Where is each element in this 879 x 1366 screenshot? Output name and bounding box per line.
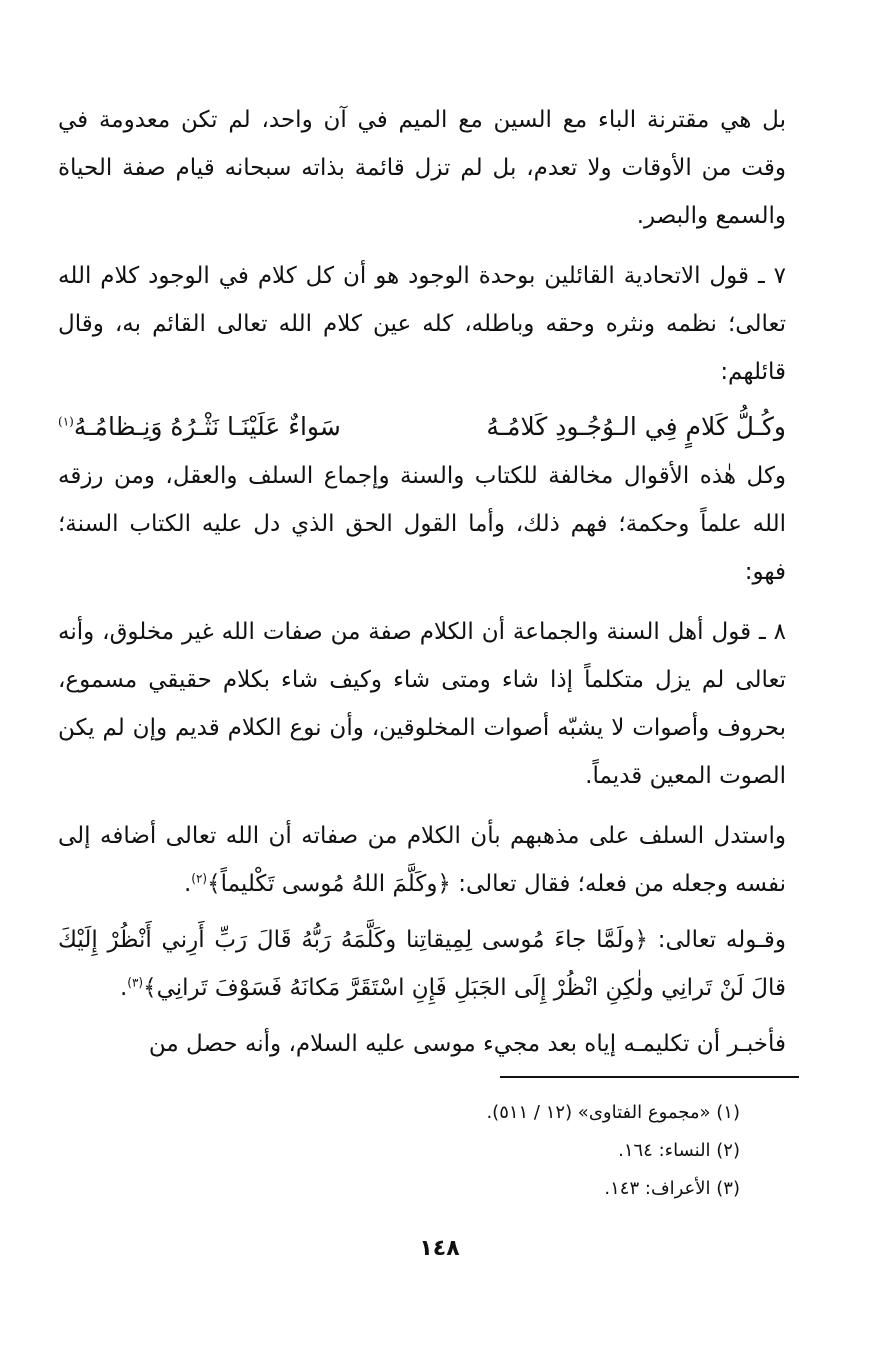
footnotes (300, 1094, 740, 1208)
footnote-1: (١) «مجموع الفتاوى» (١٢ / ٥١١). (486, 1102, 740, 1123)
paragraph-3: وكل هٰذه الأقوال مخالفة للكتاب والسنة وإجماع السلف والعقل، ومن رزقه الله علماً وحكمة؛ فهم ذلك، وأما القول الحق الذي دل عليه الكتاب السنة؛ فهو: (58, 463, 786, 585)
footnote-2: (٢) النساء: ١٦٤. (618, 1140, 740, 1161)
verse-first-hemistich: وكُـلُّ كَلامٍ فِي الـوُجُـودِ كَلامُـهُ (486, 412, 786, 441)
paragraph-2: ٧ ـ قول الاتحادية القائلين بوحدة الوجود هو أن كل كلام في الوجود كلام الله تعالى؛ نظمه ونثره وحقه وباطله، كله عين كلام الله تعالى القائم به، وقال قائلهم: (58, 263, 786, 385)
paragraph-6: وقـوله تعالى: ﴿ولَمَّا جاءَ مُوسى لِمِيقاتِنا وكَلَّمَهُ رَبُّهُ قَالَ رَبِّ أَرِني أَنْظُرْ إِلَيْكَ قالَ لَنْ تَرانِي ولٰكِنِ انْظُرْ إِلَى الجَبَلِ فَإِنِ اسْتَقَرَّ مَكانَهُ فَسَوْفَ تَرانِي﴾$^{(٣)}$. (58, 927, 786, 1001)
footnote-ref-2: (٢) (191, 871, 208, 886)
footnote-separator (500, 1076, 799, 1078)
poetry-verse (58, 402, 786, 452)
paragraph-1: بل هي مقترنة الباء مع السين مع الميم في آن واحد، لم تكن معدومة في وقت من الأوقات ولا تعدم، بل لم تزل قائمة بذاته سبحانه قيام صفة الحياة والسمع والبصر. (58, 107, 786, 229)
paragraph-5-text: واستدل السلف على مذهبهم بأن الكلام من صفاته أن الله تعالى أضافه إلى نفسه وجعله من فعله؛ فقال تعالى: (58, 823, 786, 897)
footnote-ref-3: (٣) (127, 975, 144, 990)
paragraph-4: ٨ ـ قول أهل السنة والجماعة أن الكلام صفة من صفات الله غير مخلوق، وأنه تعالى لم يزل متكلماً إذا شاء ومتى شاء وكيف شاء بكلام حقيقي مسموع، بحروف وأصوات لا يشبّه أصوات المخلوقين، وأن نوع الكلام قديم وإن لم يكن الصوت المعين قديماً. (58, 619, 786, 789)
quran-quote-2: ﴿ولَمَّا جاءَ مُوسى لِمِيقاتِنا وكَلَّمَهُ رَبُّهُ قَالَ رَبِّ أَرِني أَنْظُرْ إِلَيْكَ قالَ لَنْ تَرانِي ولٰكِنِ انْظُرْ إِلَى الجَبَلِ فَإِنِ اسْتَقَرَّ مَكانَهُ فَسَوْفَ تَرانِي﴾ (58, 927, 786, 1001)
paragraph-7: فأخبـر أن تكليمـه إياه بعد مجيء موسى عليه السلام، وأنه حصل من (148, 1031, 786, 1057)
footnote-ref-1: (١) (58, 414, 74, 429)
verse-second-text: سَواءٌ عَلَيْنَـا نَثْـرُهُ وَنِـظامُـهُ (73, 412, 341, 441)
footnote-3: (٣) الأعراف: ١٤٣. (604, 1178, 740, 1199)
page-body (58, 96, 786, 1068)
paragraph-6-text: وقـوله تعالى: (648, 927, 786, 953)
verse-second-hemistich (58, 402, 341, 452)
paragraph-5: واستدل السلف على مذهبهم بأن الكلام من صفاته أن الله تعالى أضافه إلى نفسه وجعله من فعله؛ فقال تعالى: ﴿وكَلَّمَ اللهُ مُوسى تَكْليماً﴾$^{(٢)}$. (58, 823, 786, 897)
page-number: ١٤٨ (419, 1236, 460, 1261)
quran-quote-1: ﴿وكَلَّمَ اللهُ مُوسى تَكْليماً﴾ (207, 871, 451, 897)
